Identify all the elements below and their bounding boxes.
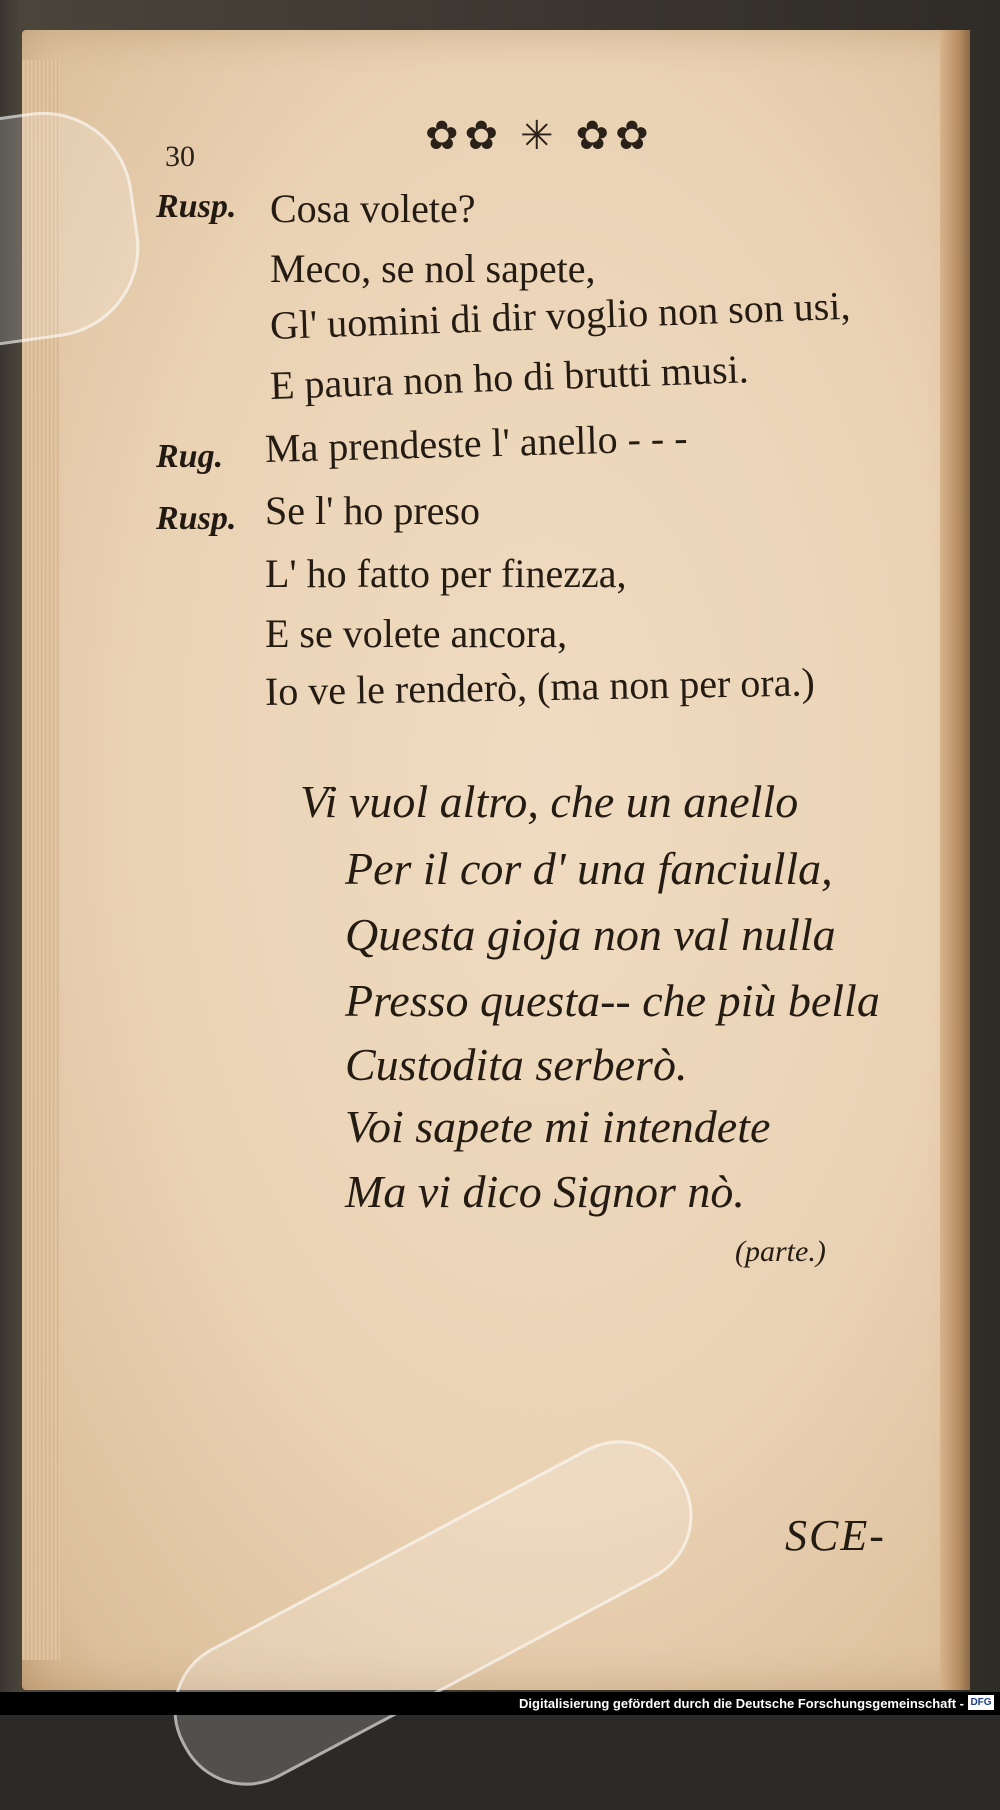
aria-line: Ma vi dico Signor nò. bbox=[345, 1166, 745, 1217]
aria-line: Voi sapete mi intendete bbox=[345, 1101, 771, 1152]
speaker-label: Rusp. bbox=[156, 188, 237, 225]
verse-line: E paura non ho di brutti musi. bbox=[269, 346, 750, 408]
header-ornament: ✿✿ ✳ ✿✿ bbox=[425, 113, 655, 158]
footer-credit: Digitalisierung gefördert durch die Deutsche Forschungsgemeinschaft - bbox=[519, 1696, 964, 1711]
dfg-logo: DFG bbox=[968, 1695, 994, 1710]
verse-line: E se volete ancora, bbox=[265, 611, 568, 656]
speaker-label: Rug. bbox=[156, 438, 224, 475]
page-number: 30 bbox=[165, 140, 195, 173]
verse-line: L' ho fatto per finezza, bbox=[265, 551, 627, 596]
catchword: SCE- bbox=[785, 1511, 886, 1560]
aria-line: Questa gioja non val nulla bbox=[345, 909, 836, 960]
verse-line: Io ve le renderò, (ma non per ora.) bbox=[264, 659, 816, 714]
aria-line: Vi vuol altro, che un anello bbox=[300, 776, 799, 827]
book-fore-edge bbox=[940, 30, 970, 1690]
verse-line: Meco, se nol sapete, bbox=[270, 246, 596, 291]
verse-line: Gl' uomini di dir voglio non son usi, bbox=[269, 282, 852, 348]
aria-line: Custodita serberò. bbox=[345, 1039, 688, 1090]
speaker-label: Rusp. bbox=[156, 500, 237, 537]
aria-line: Per il cor d' una fanciulla, bbox=[345, 843, 833, 894]
verse-line: Se l' ho preso bbox=[265, 488, 480, 533]
verse-line: Ma prendeste l' anello - - - bbox=[264, 414, 689, 471]
aria-line: Presso questa-- che più bella bbox=[345, 975, 880, 1026]
stage-direction: (parte.) bbox=[735, 1235, 826, 1268]
verse-line: Cosa volete? bbox=[270, 186, 476, 231]
